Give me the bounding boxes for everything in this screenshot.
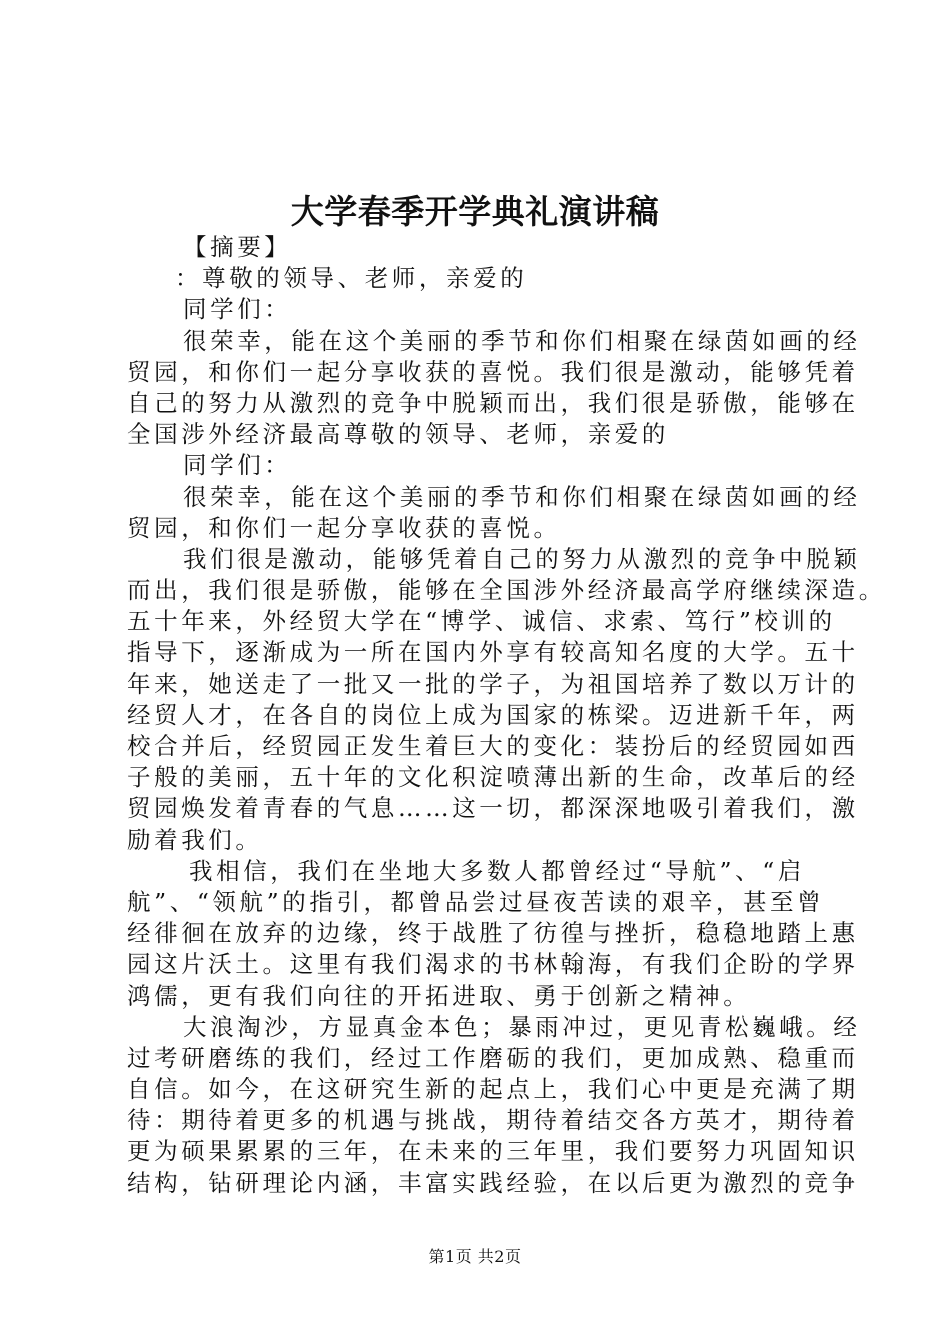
text-line: 我相信，我们在坐地大多数人都曾经过“导航”、“启 <box>189 856 805 885</box>
text-line: 自信。如今，在这研究生新的起点上，我们心中更是充满了期 <box>127 1075 859 1104</box>
text-line: 年来，她送走了一批又一批的学子，为祖国培养了数以万计的 <box>127 669 859 698</box>
text-line: 校合并后，经贸园正发生着巨大的变化：装扮后的经贸园如西 <box>127 732 859 760</box>
text-line: 自己的努力从激烈的竞争中脱颖而出，我们很是骄傲，能够在 <box>127 388 859 417</box>
text-line: 五十年来，外经贸大学在“博学、诚信、求索、笃行”校训的 <box>127 607 836 636</box>
document-body <box>127 232 886 1199</box>
text-line: 经徘徊在放弃的边缘，终于战胜了彷徨与挫折，稳稳地踏上惠 <box>127 919 859 948</box>
text-line: 经贸人才，在各自的岗位上成为国家的栋梁。迈进新千年，两 <box>127 700 859 729</box>
text-line: 贸园，和你们一起分享收获的喜悦。我们很是激动，能够凭着 <box>127 357 859 386</box>
text-line: 更为硕果累累的三年，在未来的三年里，我们要努力巩固知识 <box>127 1137 859 1166</box>
text-line: 同学们： <box>183 295 292 324</box>
text-line: 很荣幸，能在这个美丽的季节和你们相聚在绿茵如画的经 <box>183 326 861 355</box>
text-line: 待：期待着更多的机遇与挑战，期待着结交各方英才，期待着 <box>127 1106 859 1135</box>
abstract-heading: 【摘要】 <box>183 233 292 261</box>
text-line: 很荣幸，能在这个美丽的季节和你们相聚在绿茵如画的经 <box>183 482 861 511</box>
text-line: 我们很是激动，能够凭着自己的努力从激烈的竞争中脱颖 <box>183 544 861 573</box>
text-line: 指导下，逐渐成为一所在国内外享有较高知名度的大学。五十 <box>127 638 859 667</box>
text-line: 鸿儒，更有我们向往的开拓进取、勇于创新之精神。 <box>127 981 751 1010</box>
page-number-footer: 第1页 共2页 <box>428 1247 522 1266</box>
text-line: 航”、“领航”的指引，都曾品尝过昼夜苦读的艰辛，甚至曾 <box>127 887 825 916</box>
text-line: 同学们： <box>183 451 292 480</box>
text-line: 子般的美丽，五十年的文化积淀喷薄出新的生命，改革后的经 <box>127 763 859 792</box>
text-line: 贸园焕发着青春的气息……这一切，都深深地吸引着我们，激 <box>127 794 859 823</box>
text-line: 全国涉外经济最高尊敬的领导、老师，亲爱的 <box>127 420 669 449</box>
page-title: 大学春季开学典礼演讲稿 <box>290 192 660 231</box>
text-line: ：尊敬的领导、老师，亲爱的 <box>175 264 528 293</box>
text-line: 大浪淘沙，方显真金本色；暴雨冲过，更见青松巍峨。经 <box>183 1012 861 1041</box>
text-line: 励着我们。 <box>127 825 263 854</box>
text-line: 园这片沃土。这里有我们渴求的书林翰海，有我们企盼的学界 <box>127 950 859 979</box>
text-line: 贸园，和你们一起分享收获的喜悦。 <box>127 513 561 542</box>
text-line: 过考研磨练的我们，经过工作磨砺的我们，更加成熟、稳重而 <box>127 1043 859 1072</box>
text-line: 而出，我们很是骄傲，能够在全国涉外经济最高学府继续深造。 <box>127 576 886 605</box>
text-line: 结构，钻研理论内涵，丰富实践经验，在以后更为激烈的竞争 <box>127 1168 859 1197</box>
